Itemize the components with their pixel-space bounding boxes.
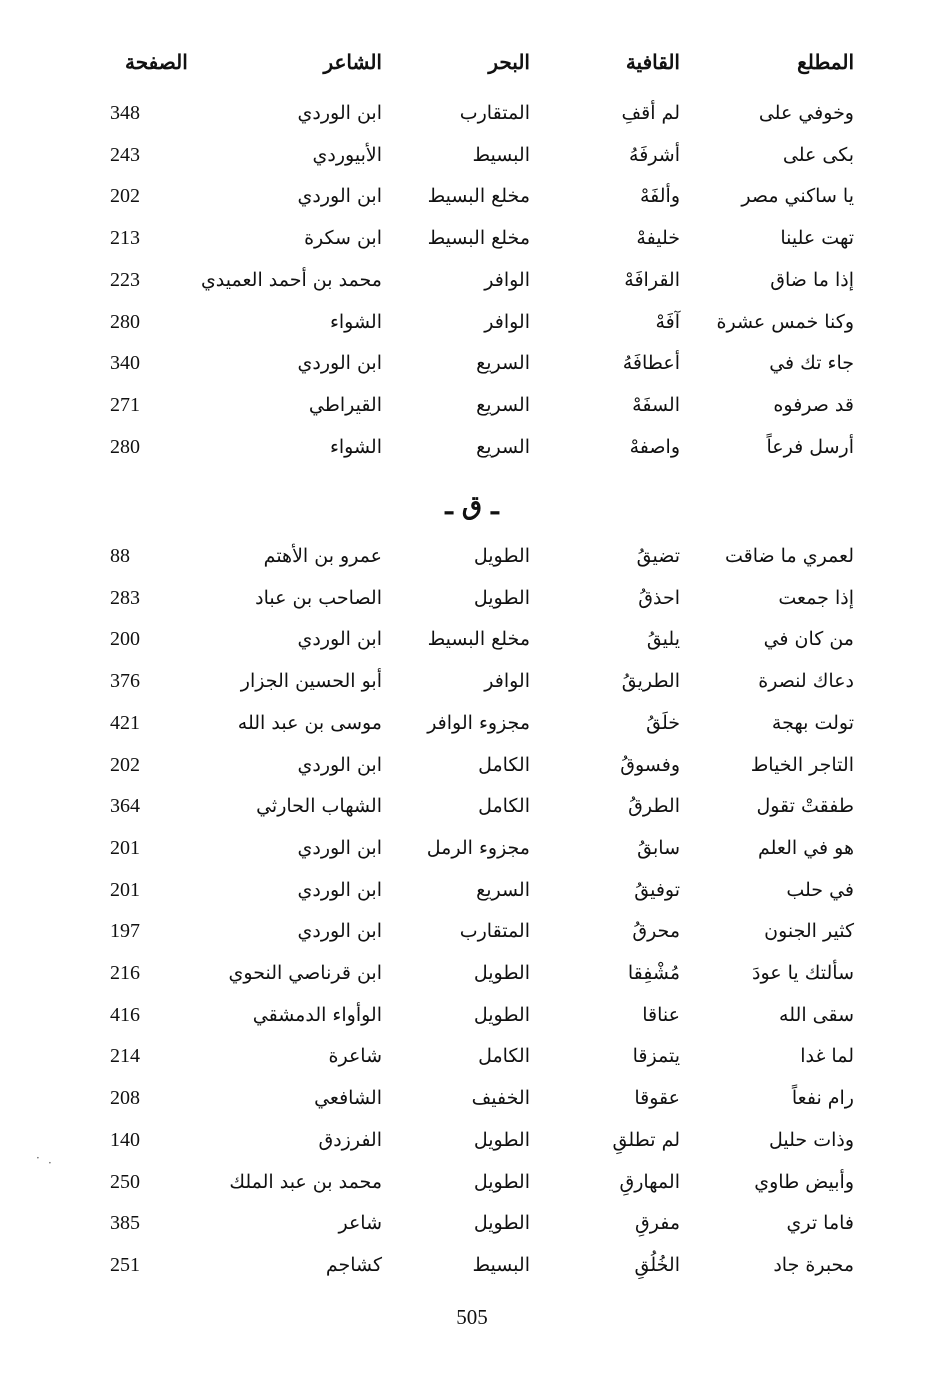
opening-cell: وكنا خمس عشرة [716, 310, 854, 333]
meter-cell: الطويل [473, 1212, 530, 1235]
table-row [0, 706, 944, 740]
header-page: الصفحة [125, 50, 188, 74]
opening-cell: أرسل فرعاً [766, 435, 854, 458]
table-row [0, 305, 944, 339]
rhyme-cell: يتمزقا [632, 1045, 680, 1068]
meter-cell: السريع [476, 393, 530, 416]
opening-cell: دعاك لنصرة [758, 670, 854, 693]
table-row [0, 622, 944, 656]
table-row [0, 998, 944, 1032]
rhyme-cell: آفَهْ [655, 310, 680, 333]
meter-cell: الوافر [484, 310, 530, 333]
opening-cell: رام نفعاً [791, 1087, 854, 1110]
table-row [0, 1165, 944, 1199]
rhyme-cell: لم تطلقِ [612, 1128, 680, 1151]
page-cell: 348 [110, 102, 140, 124]
rhyme-cell: خلَقُ [646, 711, 680, 734]
meter-cell: الوافر [484, 268, 530, 291]
rhyme-cell: القرافَهْ [624, 268, 680, 291]
opening-cell: بكى على [782, 143, 854, 166]
rhyme-cell: عقوقا [634, 1087, 680, 1110]
opening-cell: إذا جمعت [778, 586, 854, 609]
rhyme-cell: احذقُ [638, 586, 680, 609]
meter-cell: الطويل [473, 586, 530, 609]
page-cell: 280 [110, 435, 140, 458]
rhyme-cell: الخُلُقِ [634, 1253, 680, 1276]
header-opening: المطلع [797, 50, 854, 74]
page-cell: 251 [110, 1253, 140, 1276]
rhyme-cell: لم أقفِ [621, 102, 680, 124]
rhyme-cell: مفرقِ [634, 1212, 680, 1235]
table-row [0, 221, 944, 255]
meter-cell: الوافر [484, 670, 530, 693]
table-row [0, 1206, 944, 1240]
meter-cell: المتقارب [459, 102, 530, 124]
opening-cell: محبرة جاد [773, 1253, 854, 1276]
table-row [0, 664, 944, 698]
meter-cell: الطويل [473, 545, 530, 567]
poet-cell: ابن الوردي [297, 753, 382, 776]
meter-cell: مخلع البسيط [427, 628, 530, 651]
table-row [0, 430, 944, 464]
page-cell: 243 [110, 143, 140, 166]
opening-cell: قد صرفوه [773, 393, 854, 416]
rhyme-cell: الطريقُ [621, 670, 680, 693]
meter-cell: مخلع البسيط [427, 227, 530, 250]
page-cell: 280 [110, 310, 140, 333]
meter-cell: مخلع البسيط [427, 185, 530, 208]
page-cell: 271 [110, 393, 140, 416]
poet-cell: ابن الوردي [297, 836, 382, 859]
rhyme-cell: عناقا [642, 1003, 680, 1026]
rhyme-cell: المهارقِ [619, 1170, 680, 1193]
header-rhyme: القافية [625, 50, 680, 74]
page-cell: 216 [110, 962, 140, 984]
header-meter: البحر [488, 50, 530, 74]
poet-cell: الفرزدق [318, 1128, 382, 1151]
table-row [0, 831, 944, 865]
rhyme-cell: سابقُ [637, 836, 680, 859]
rhyme-cell: الطرقُ [628, 795, 680, 818]
table-row [0, 1248, 944, 1282]
opening-cell: وأبيض طاوي [754, 1170, 854, 1193]
poet-cell: ابن سكرة [304, 227, 382, 250]
poet-cell: عمرو بن الأهتم [263, 545, 382, 567]
poet-cell: كشاجم [325, 1253, 382, 1276]
meter-cell: السريع [476, 352, 530, 375]
opening-cell: تهت علينا [780, 227, 854, 250]
page-cell: 385 [110, 1212, 140, 1235]
table-row [0, 748, 944, 782]
meter-cell: السريع [476, 878, 530, 901]
rhyme-cell: محرقُ [632, 920, 680, 943]
opening-cell: إذا ما ضاق [770, 268, 854, 291]
page-cell: 202 [110, 185, 140, 208]
page-cell: 283 [110, 586, 140, 609]
table-row [0, 1081, 944, 1115]
opening-cell: سقى الله [779, 1003, 854, 1026]
page-number: 505 [456, 1305, 488, 1329]
page-cell: 197 [110, 920, 140, 943]
poet-cell: الشهاب الحارثي [256, 795, 382, 818]
page-cell: 340 [110, 352, 140, 375]
rhyme-cell: وألفَهْ [639, 185, 680, 208]
page-cell: 376 [110, 670, 140, 693]
table-row [0, 96, 944, 130]
poet-cell: ابن الوردي [297, 878, 382, 901]
poet-cell: الوأواء الدمشقي [252, 1003, 382, 1026]
table-row [0, 956, 944, 990]
table-row [0, 263, 944, 297]
table-row [0, 1039, 944, 1073]
header-poet: الشاعر [323, 50, 382, 74]
meter-cell: الطويل [473, 1170, 530, 1193]
poet-cell: الأبيوردي [312, 143, 382, 166]
poet-cell: ابن الوردي [297, 102, 382, 124]
rhyme-cell: أعطافَهُ [622, 352, 680, 375]
page-cell: 201 [110, 836, 140, 859]
opening-cell: التاجر الخياط [750, 753, 854, 776]
opening-cell: وخوفي على [758, 102, 854, 124]
rhyme-cell: خليفهْ [636, 227, 680, 250]
opening-cell: طفقتْ تقول [756, 795, 854, 818]
meter-cell: المتقارب [459, 920, 530, 943]
page-cell: 88 [110, 545, 130, 567]
rhyme-cell: تضيقُ [636, 545, 680, 567]
poet-cell: موسى بن عبد الله [237, 711, 382, 734]
table-row [0, 914, 944, 948]
poet-cell: ابن الوردي [297, 920, 382, 943]
opening-cell: وذات حليل [769, 1128, 854, 1151]
page-cell: 416 [110, 1003, 140, 1026]
opening-cell: فاما تري [786, 1212, 854, 1235]
table-row [0, 1123, 944, 1157]
poet-cell: شاعرة [328, 1045, 382, 1068]
table-row [0, 138, 944, 172]
page-cell: 364 [110, 795, 140, 818]
page-cell: 223 [110, 268, 140, 291]
poet-cell: الشواء [329, 310, 382, 333]
page-cell: 202 [110, 753, 140, 776]
opening-cell: كثير الجنون [764, 920, 854, 943]
table-row [0, 539, 944, 573]
meter-cell: البسيط [472, 1253, 530, 1276]
poet-cell: محمد بن عبد الملك [229, 1170, 382, 1193]
page-cell: 201 [110, 878, 140, 901]
scan-speck: · [48, 1156, 52, 1170]
page-cell: 421 [110, 711, 140, 734]
page-cell: 213 [110, 227, 140, 250]
meter-cell: مجزوء الوافر [427, 711, 530, 734]
opening-cell: لما غدا [800, 1045, 854, 1068]
page-cell: 214 [110, 1045, 140, 1068]
poet-cell: ابن الوردي [297, 185, 382, 208]
table-row [0, 346, 944, 380]
opening-cell: من كان في [763, 628, 854, 651]
meter-cell: السريع [476, 435, 530, 458]
poet-cell: الشافعي [314, 1087, 382, 1110]
rhyme-cell: توفيقُ [634, 878, 680, 901]
opening-cell: هو في العلم [757, 836, 854, 859]
rhyme-cell: أشرفَهُ [629, 143, 680, 166]
rhyme-cell: السفَهْ [632, 393, 680, 416]
meter-cell: الطويل [473, 1128, 530, 1151]
section-heading-qaf: ـ ق ـ [445, 491, 499, 521]
meter-cell: الطويل [473, 962, 530, 984]
poet-cell: ابن قرناصي النحوي [228, 962, 382, 984]
table-row [0, 581, 944, 615]
opening-cell: لعمري ما ضاقت [724, 545, 854, 567]
table-row [0, 873, 944, 907]
rhyme-cell: مُشْفِقا [627, 962, 680, 984]
rhyme-cell: واصفهْ [629, 435, 680, 458]
meter-cell: الطويل [473, 1003, 530, 1026]
opening-cell: سألتك يا عودَ [751, 962, 854, 984]
opening-cell: تولت بهجة [771, 711, 854, 734]
poet-cell: القيراطي [308, 393, 382, 416]
meter-cell: الخفيف [471, 1087, 530, 1110]
table-header [0, 45, 944, 79]
meter-cell: الكامل [478, 795, 530, 818]
table-row [0, 179, 944, 213]
meter-cell: البسيط [472, 143, 530, 166]
meter-cell: مجزوء الرمل [426, 836, 530, 859]
scan-speck: · [36, 1151, 40, 1165]
meter-cell: الكامل [478, 753, 530, 776]
poet-cell: ابن الوردي [297, 352, 382, 375]
poet-cell: الشواء [329, 435, 382, 458]
poet-cell: ابن الوردي [297, 628, 382, 651]
poet-cell: أبو الحسين الجزار [240, 670, 382, 693]
poet-cell: شاعر [338, 1212, 382, 1235]
page-cell: 200 [110, 628, 140, 651]
table-row [0, 789, 944, 823]
opening-cell: جاء تك في [769, 352, 854, 375]
page-cell: 208 [110, 1087, 140, 1110]
opening-cell: يا ساكني مصر [741, 185, 854, 208]
meter-cell: الكامل [478, 1045, 530, 1068]
opening-cell: في حلب [786, 878, 854, 901]
rhyme-cell: وفسوقُ [620, 753, 680, 776]
poet-cell: الصاحب بن عباد [255, 586, 382, 609]
page-cell: 140 [110, 1128, 140, 1151]
page-cell: 250 [110, 1170, 140, 1193]
table-row [0, 388, 944, 422]
rhyme-cell: يليقُ [646, 628, 680, 651]
poet-cell: محمد بن أحمد العميدي [200, 268, 382, 291]
